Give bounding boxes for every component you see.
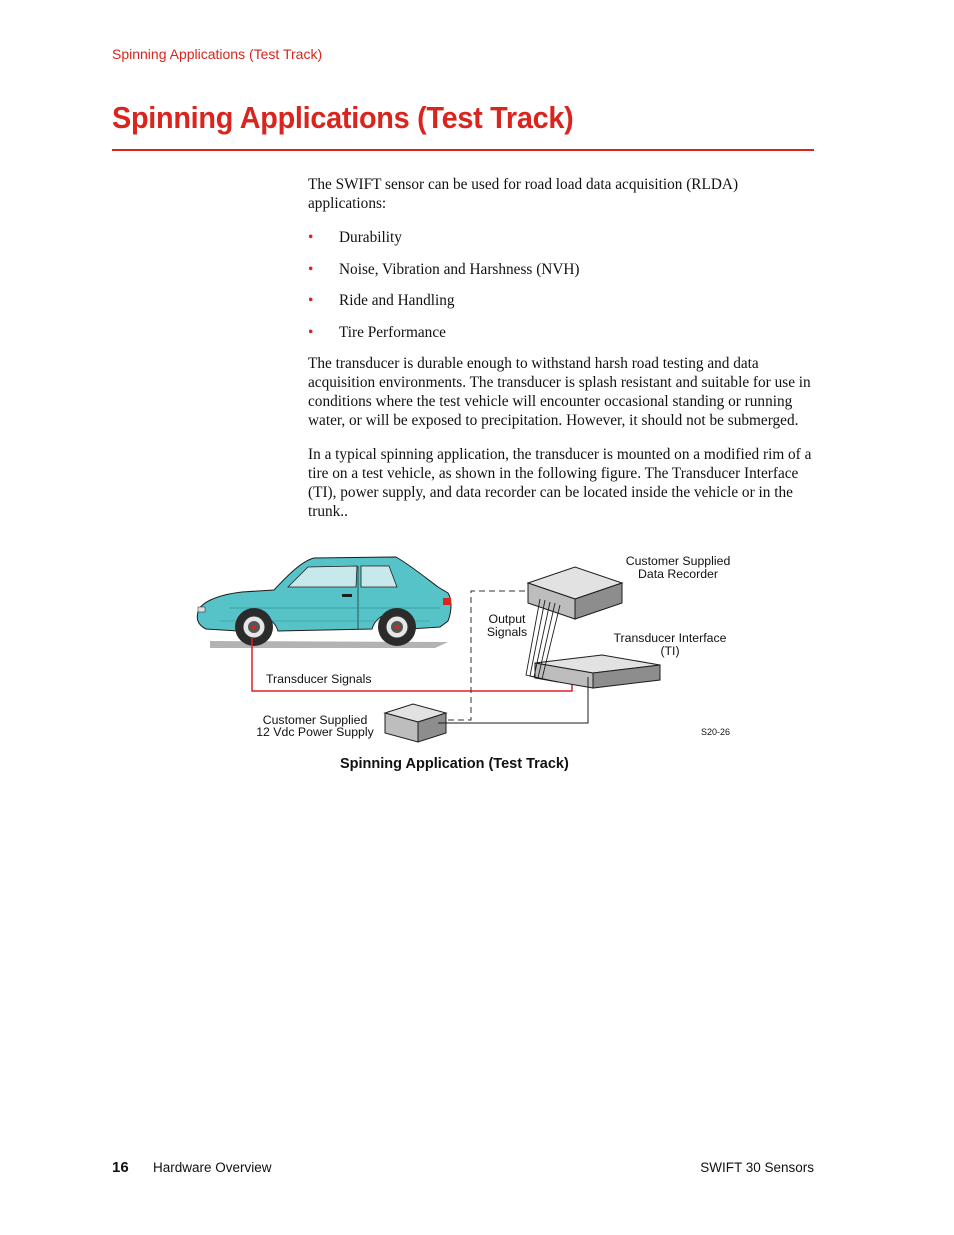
power-supply-label: Customer Supplied	[262, 713, 368, 727]
bullet-icon: •	[308, 292, 314, 310]
list-item	[308, 291, 814, 310]
bullet-icon: •	[308, 260, 314, 278]
power-supply-box	[385, 704, 446, 742]
page-number: 16	[112, 1159, 129, 1176]
list-item-text: Noise, Vibration and Harshness (NVH)	[339, 260, 580, 278]
data-recorder-box	[528, 567, 622, 619]
running-header: Spinning Applications (Test Track)	[112, 46, 323, 62]
power-supply-line	[438, 677, 588, 723]
power-supply-label: 12 Vdc Power Supply	[256, 725, 374, 739]
list-item-text: Ride and Handling	[339, 292, 455, 310]
title-rule	[112, 149, 814, 151]
output-signals-label: Signals	[486, 625, 528, 639]
list-item-text: Durability	[339, 229, 402, 246]
bullet-icon: •	[308, 229, 314, 246]
output-signals-label: Output	[488, 612, 526, 626]
footer-document-title: SWIFT 30 Sensors	[700, 1160, 814, 1175]
list-item	[308, 228, 814, 247]
list-item-text: Tire Performance	[339, 323, 446, 341]
figure-caption: Spinning Application (Test Track)	[340, 756, 569, 772]
page-title: Spinning Applications (Test Track)	[112, 100, 574, 135]
power-dashed-line	[448, 591, 528, 720]
application-list	[308, 228, 814, 342]
transducer-interface-label: (TI)	[660, 644, 680, 658]
rear-wheel-icon	[235, 608, 273, 646]
intro-paragraph: The SWIFT sensor can be used for road load data acquisition (RLDA) applications:	[308, 176, 739, 212]
mounting-paragraph: In a typical spinning application, the transducer is mounted on a modified rim of a tire on a test vehicle, as shown in the following figure. The Transducer Interface (TI), power supply, and data recorder can be located inside the vehicle or in the trunk..	[308, 446, 812, 521]
figure-diagram	[190, 545, 750, 745]
data-recorder-label: Customer Supplied	[625, 554, 731, 568]
transducer-signals-label: Transducer Signals	[266, 672, 372, 686]
list-item	[308, 260, 814, 279]
data-recorder-label: Data Recorder	[638, 567, 718, 581]
transducer-interface-label: Transducer Interface	[613, 631, 727, 645]
durability-paragraph: The transducer is durable enough to withstand harsh road testing and data acquisition environments. The transducer is splash resistant and suitable for use in conditions where the test vehicle will encounter occasional standing or running water, or will be exposed to precipitation. However, it should not be submerged.	[308, 355, 811, 430]
front-wheel-icon	[378, 608, 416, 646]
figure-id: S20-26	[701, 727, 731, 737]
bullet-icon: •	[308, 323, 314, 341]
list-item	[308, 323, 814, 342]
footer-section: Hardware Overview	[153, 1160, 272, 1175]
transducer-interface-box	[535, 655, 660, 688]
spinning-application-figure	[190, 545, 750, 745]
body-text	[308, 175, 814, 536]
